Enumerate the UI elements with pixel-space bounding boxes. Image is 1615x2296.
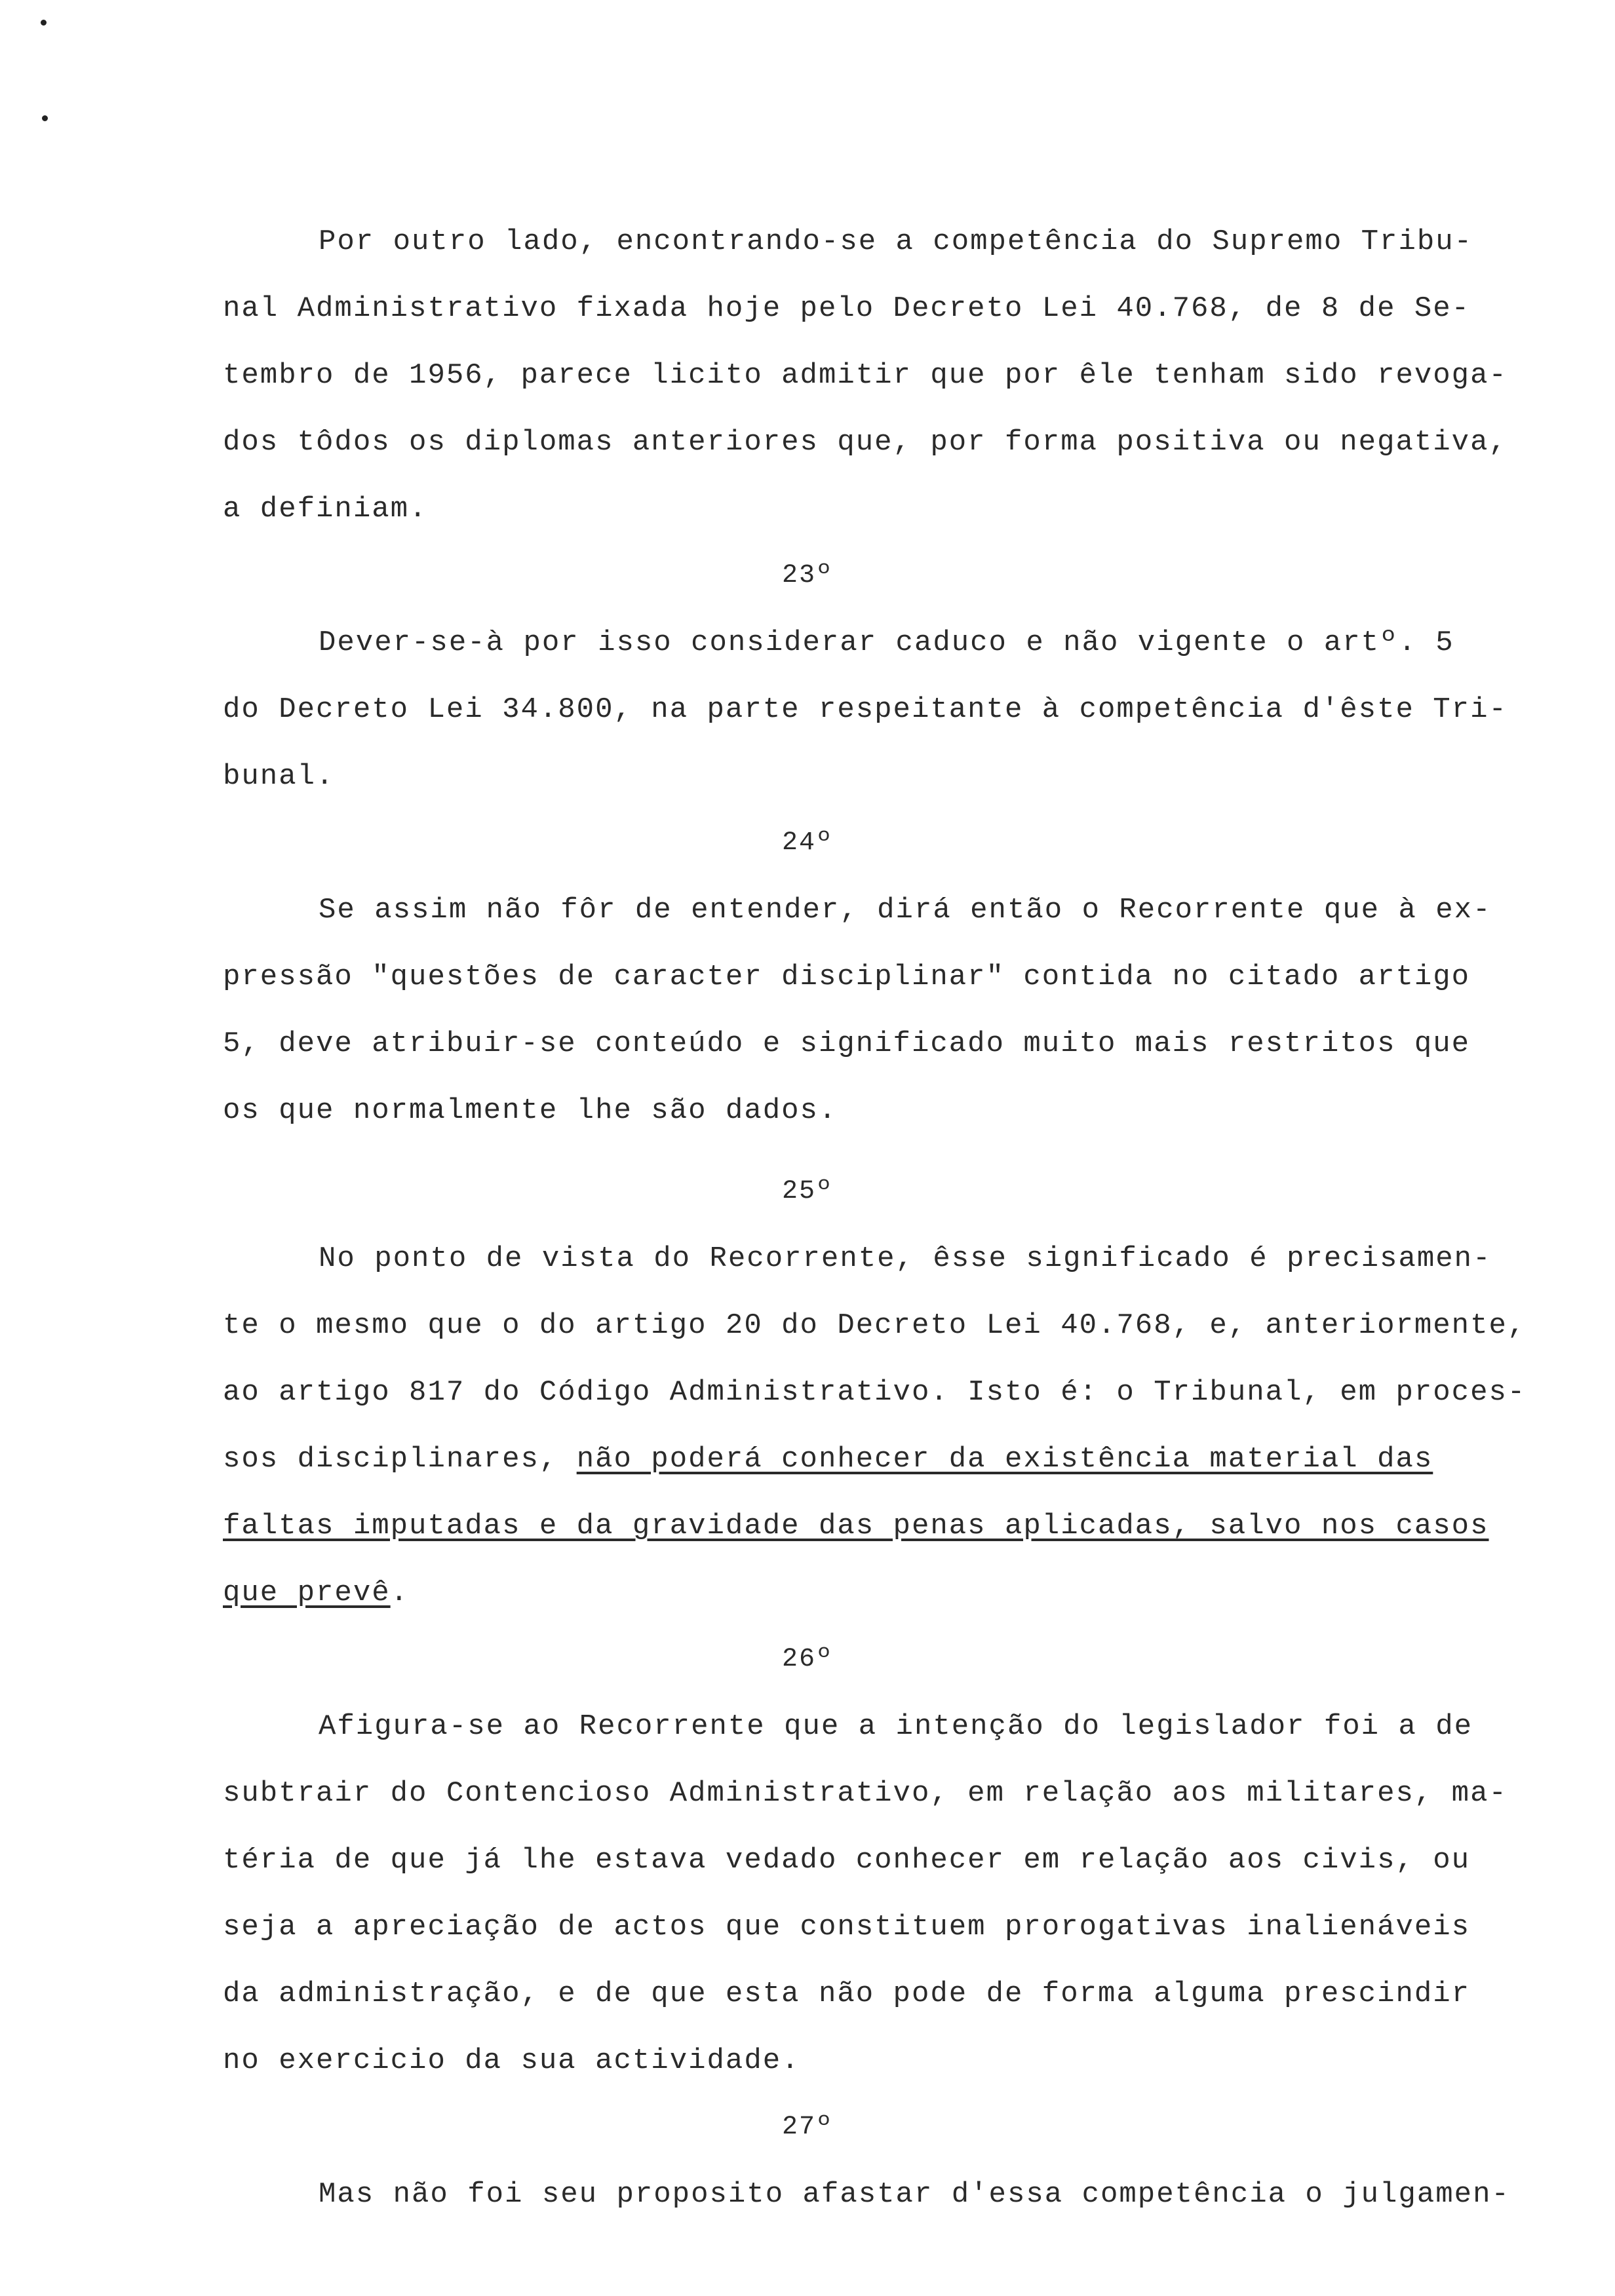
paragraph-27 — [223, 2161, 1586, 2228]
text-line: dos tôdos os diplomas anteriores que, por forma positiva ou negativa, — [223, 426, 1508, 459]
text-line: ao artigo 817 do Código Administrativo. Isto é: o Tribunal, em proces- — [223, 1376, 1527, 1409]
text-line: 5, deve atribuir-se conteúdo e significado muito mais restritos que — [223, 1027, 1471, 1060]
text-segment: sos disciplinares, — [223, 1443, 577, 1476]
text-line: nal Administrativo fixada hoje pelo Decreto Lei 40.768, de 8 de Se- — [223, 292, 1471, 325]
section-number: 26º — [781, 1645, 833, 1674]
underlined-text: não poderá conhecer da existência material das — [576, 1443, 1433, 1476]
text-line: No ponto de vista do Recorrente, êsse significado é precisamen- — [319, 1242, 1492, 1275]
document-body — [223, 208, 1586, 2228]
text-line: subtrair do Contencioso Administrativo, em relação aos militares, ma- — [223, 1777, 1508, 1810]
section-number: 24º — [781, 828, 833, 858]
paragraph-23 — [223, 609, 1586, 810]
text-line — [223, 1493, 1586, 1559]
paragraph-26 — [223, 1693, 1586, 2094]
punch-mark — [42, 115, 48, 121]
text-line: tembro de 1956, parece licito admitir que por êle tenham sido revoga- — [223, 359, 1508, 392]
text-line: Mas não foi seu proposito afastar d'essa competência o julgamen- — [319, 2178, 1510, 2211]
paragraph-25 — [223, 1225, 1586, 1626]
text-line — [223, 1426, 1586, 1493]
underlined-text: que prevê — [223, 1577, 391, 1609]
text-line: no exercicio da sua actividade. — [223, 2044, 800, 2077]
text-line: os que normalmente lhe são dados. — [223, 1094, 838, 1127]
section-number: 25º — [781, 1177, 833, 1206]
text-line: a definiam. — [223, 493, 428, 526]
text-line — [223, 1559, 1586, 1626]
text-line: Por outro lado, encontrando-se a competência do Supremo Tribu- — [319, 225, 1473, 258]
text-line: téria de que já lhe estava vedado conhecer em relação aos civis, ou — [223, 1844, 1471, 1877]
text-line: bunal. — [223, 760, 335, 793]
underlined-text: faltas imputadas e da gravidade das penas aplicadas, salvo nos casos — [223, 1510, 1489, 1542]
text-line: Dever-se-à por isso considerar caduco e não vigente o artº. 5 — [319, 626, 1454, 659]
text-line: seja a apreciação de actos que constituem prorogativas inalienáveis — [223, 1911, 1471, 1943]
text-segment: . — [390, 1577, 410, 1609]
text-line: pressão "questões de caracter disciplinar" contida no citado artigo — [223, 961, 1471, 993]
text-line: Se assim não fôr de entender, dirá então o Recorrente que à ex- — [319, 894, 1492, 927]
text-line: do Decreto Lei 34.800, na parte respeitante à competência d'êste Tri- — [223, 693, 1508, 726]
section-number: 23º — [781, 561, 833, 590]
text-line: Afigura-se ao Recorrente que a intenção do legislador foi a de — [319, 1710, 1473, 1743]
text-line: da administração, e de que esta não pode de forma alguma prescindir — [223, 1978, 1471, 2010]
section-number: 27º — [781, 2113, 833, 2142]
paragraph-intro — [223, 208, 1586, 543]
paragraph-24 — [223, 877, 1586, 1144]
text-line: te o mesmo que o do artigo 20 do Decreto Lei 40.768, e, anteriormente, — [223, 1309, 1527, 1342]
punch-mark — [41, 20, 47, 26]
